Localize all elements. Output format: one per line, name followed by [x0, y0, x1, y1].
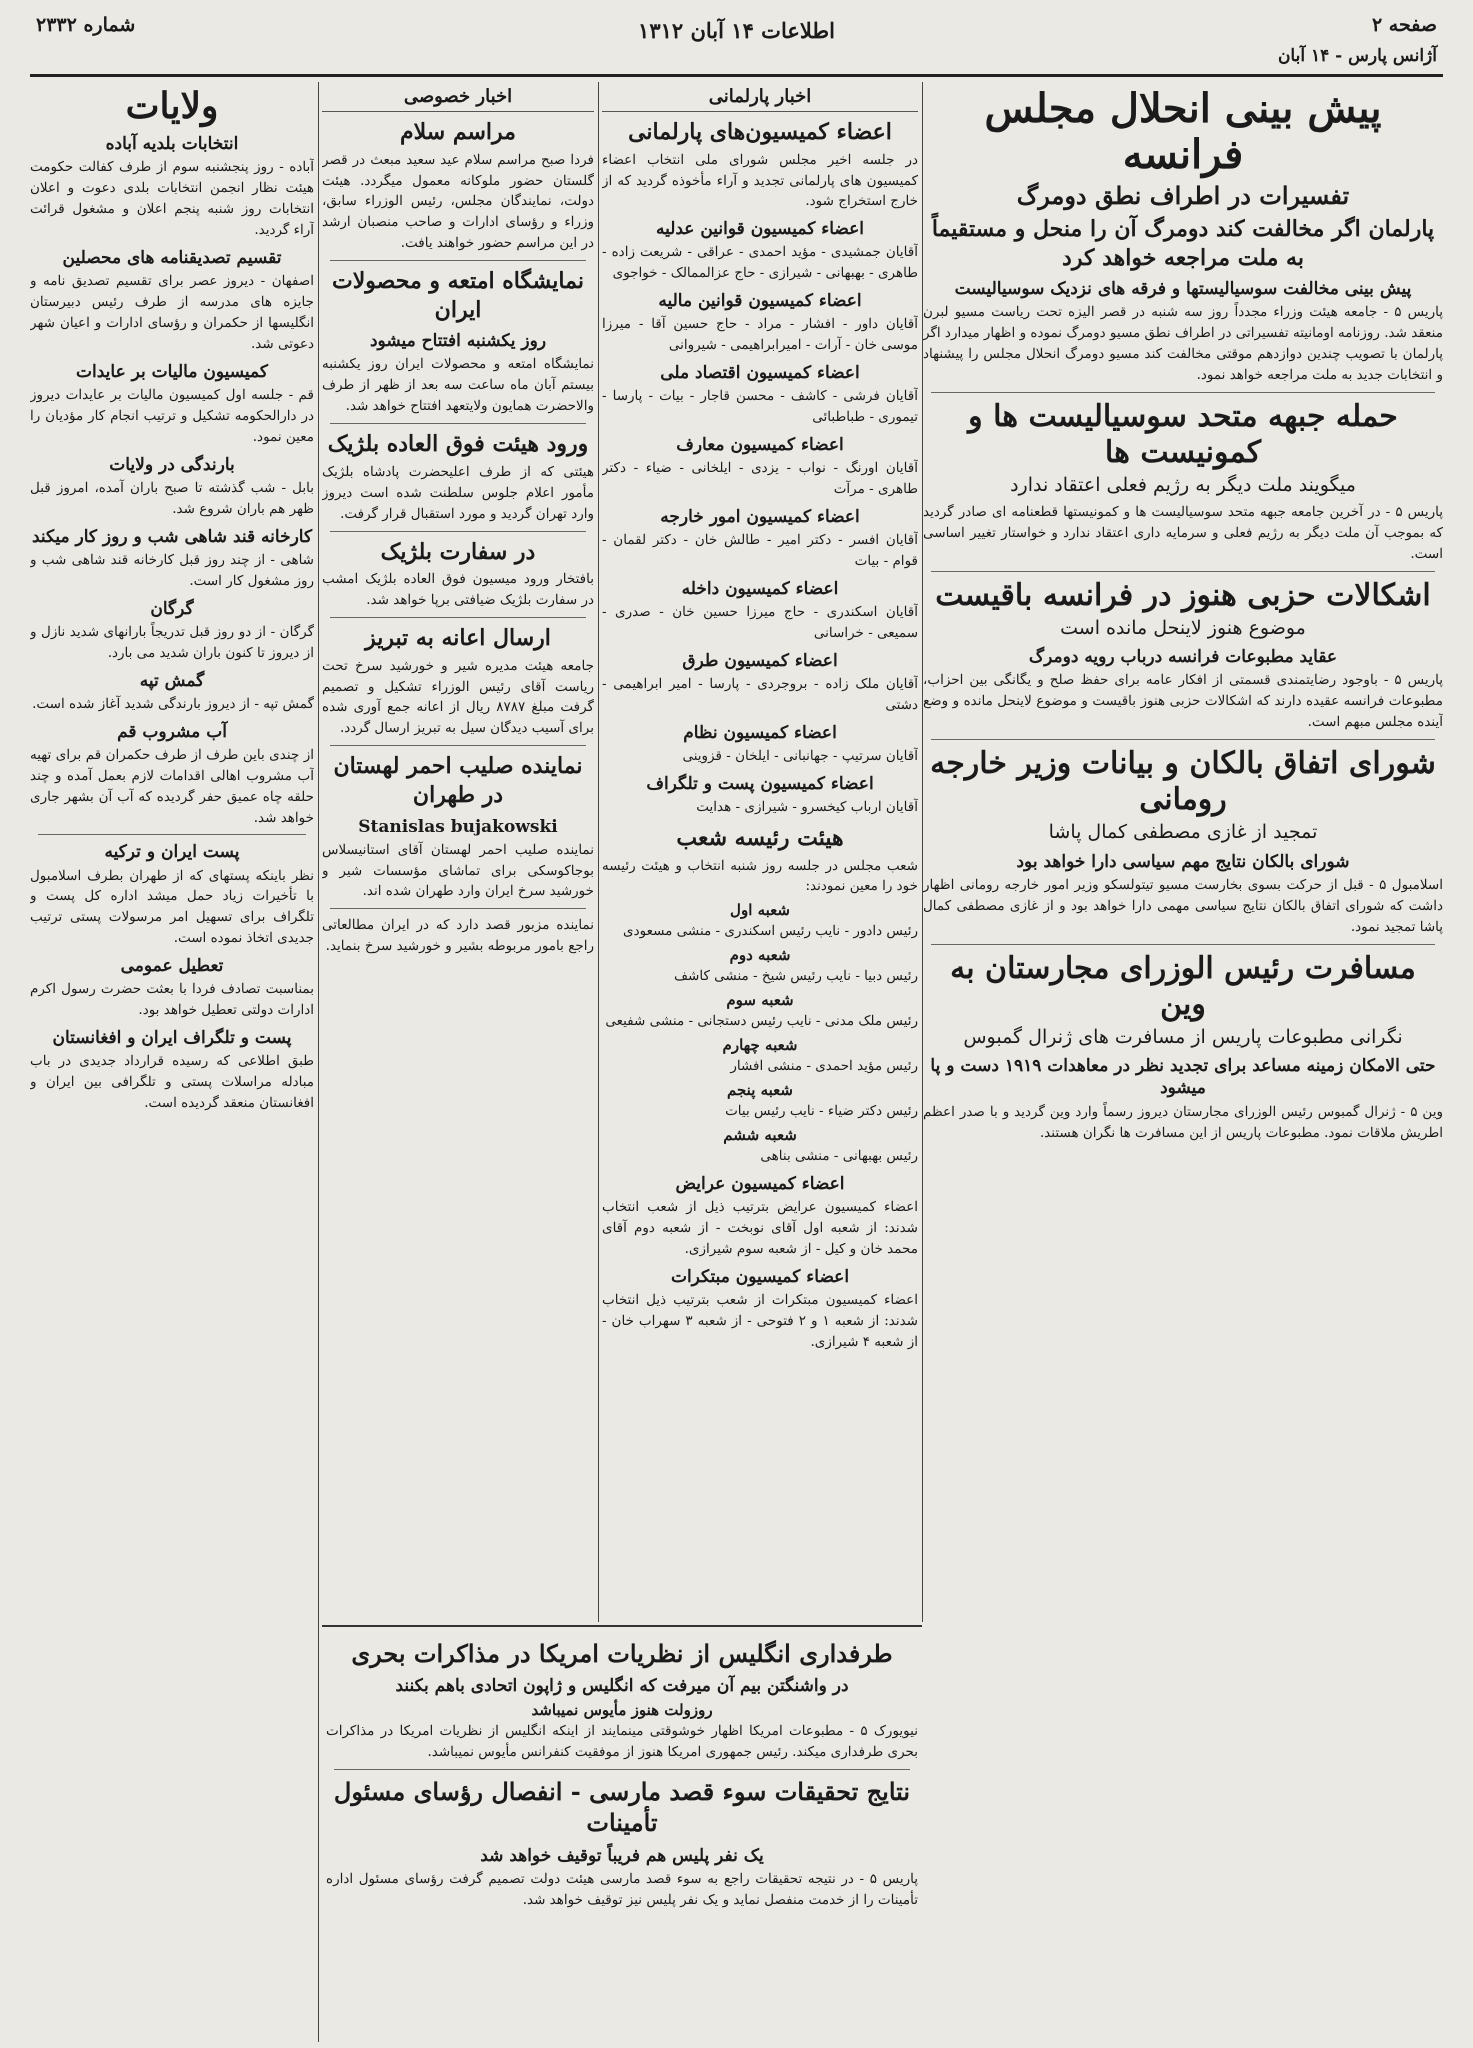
deck-roosevelt: روزولت هنوز مأیوس نمیباشد — [531, 1701, 713, 1720]
news-item-body: جامعه هیئت مدیره شیر و خورشید سرخ تحت ریاست آقای رئیس الوزراء تشکیل و تصمیم گرفت مبلغ ۸۷۸۷ ریال از اعانه جمع آوری شده برای آسیب دیدگان سیل به تبریز ارسال گردد. — [322, 657, 594, 737]
section-list — [602, 901, 918, 1167]
divider — [334, 1769, 910, 1770]
column-provinces — [30, 82, 314, 2032]
article-body: پاریس ۵ - در آخرین جامعه جبهه متحد سوسیالیست ها و کمونیستها قطعنامه ای صادر گردید که بموجب آن ملت دیگر به رژیم فعلی و سرمایه داری اعتقاد ندارد و خواستار تغییر اساسی است. — [923, 503, 1443, 562]
news-item-body: نمایشگاه امتعه و محصولات ایران روز یکشنبه بیستم آبان ماه ساعت سه بعد از ظهر از طرف والاحضرت همایون ولایتعهد افتتاح خواهد شد. — [322, 356, 594, 415]
province-item-body: شاهی - از چند روز قبل کارخانه قند شاهی شب و روز مشغول کار است. — [30, 551, 314, 589]
commission-members: آقایان فرشی - کاشف - محسن قاجار - بیات - پارسا - تیموری - طباطبائی — [602, 388, 918, 426]
province-item-title: انتخابات بلدیه آباده — [105, 134, 239, 155]
news-item-title: نمایشگاه امتعه و محصولات ایران — [332, 268, 584, 323]
section-members: رئیس دبیا - نایب رئیس شیخ - منشی کاشف — [674, 968, 918, 985]
heading-commissions: اعضاء کمیسیون‌های پارلمانی — [628, 119, 892, 145]
province-item-body: بابل - شب گذشته تا صبح باران آمده، امروز قبل ظهر هم باران شروع شد. — [30, 479, 314, 517]
province-item-title: گرگان — [150, 598, 194, 619]
divider — [931, 739, 1435, 740]
commission-list — [602, 218, 918, 818]
deck-gombos: نگرانی مطبوعات پاریس از مسافرت های ژنرال گمبوس — [963, 1025, 1403, 1048]
section-members: رئیس ملک مدنی - نایب رئیس دستجانی - منشی شفیعی — [605, 1013, 918, 1030]
masthead — [30, 10, 1443, 77]
news-item-body: نماینده صلیب احمر لهستان آقای استانیسلاس بوجاکوسکی برای تماشای مؤسسات شیر و خورشید سرخ ایران وارد طهران شده اند. — [322, 841, 594, 900]
province-item-body: از چندی باین طرف از طرف حکمران قم برای تهیه آب مشروب اهالی اقدامات لازم بعمل آمده و چند حلقه چاه عمیق حفر گردیده که آب آن بشهر جاری خواهد شد. — [30, 746, 314, 826]
deck-united-front: میگویند ملت دیگر به رژیم فعلی اعتقاد ندارد — [1010, 474, 1356, 497]
heading-post-turkey: پست ایران و ترکیه — [104, 842, 240, 863]
public-holiday-body: بمناسبت تصادف فردا با بعثت حضرت رسول اکرم ادارات دولتی تعطیل خواهد بود. — [30, 981, 314, 1019]
section-private-news: اخبار خصوصی — [322, 82, 594, 112]
news-item-body: بافتخار ورود میسیون فوق العاده بلژیک امشب در سفارت بلژیک ضیافتی برپا خواهد شد. — [322, 571, 594, 609]
commission-members: آقایان داور - افشار - مراد - حاج حسین آقا - میرزا موسی خان - آرات - امیرابراهیمی - شیروانی — [602, 316, 918, 354]
province-item-body: گرگان - از دو روز قبل تدریجاً بارانهای شدید نازل و از دیروز تا کنون باران شدید می بارد. — [30, 623, 314, 661]
section-title: شعبه ششم — [723, 1126, 797, 1144]
commission-title: اعضاء کمیسیون قوانین مالیه — [658, 291, 862, 312]
column-parliament — [602, 82, 918, 1607]
issue-date: اطلاعات ۱۴ آبان ۱۳۱۲ — [638, 18, 835, 43]
divider — [931, 944, 1435, 945]
commission-title: اعضاء کمیسیون معارف — [676, 435, 844, 456]
article-body: اسلامبول ۵ - قبل از حرکت بسوی بخارست مسیو تیتولسکو وزیر امور خارجه رومانی اظهار داشت که شورای اتفاق بالکان نتایج سیاسی مهمی دارا خواهد بود و از غازی مصطفی کمال پاشا تمجید نمود. — [923, 876, 1443, 935]
commission-title: اعضاء کمیسیون نظام — [683, 722, 837, 743]
news-item-title: در سفارت بلژیک — [380, 538, 536, 565]
headline-france-dissolution: پیش بینی انحلال مجلس فرانسه — [984, 85, 1382, 178]
news-item-body: هیئتی که از طرف اعلیحضرت پادشاه بلژیک مأمور اعلام جلوس سلطنت شده است دیروز وارد تهران گردید و مورد استقبال قرار گرفت. — [322, 463, 594, 522]
province-item-title: تقسیم تصدیقنامه های محصلین — [62, 248, 282, 269]
commission-members: آقایان جمشیدی - مؤید احمدی - عراقی - شریعت زاده - طاهری - بهبهانی - شیرازی - حاج عزالممالک - خواجوی — [602, 244, 918, 282]
section-rule — [322, 1625, 922, 1627]
news-item-title: ارسال اعانه به تبریز — [365, 625, 551, 652]
news-item-deck: روز یکشنبه افتتاح میشود — [369, 331, 547, 352]
deck-doumergue-speech: تفسیرات در اطراف نطق دومرگ — [1016, 181, 1350, 210]
news-item-title: ورود هیئت فوق العاده بلژیک — [327, 431, 589, 458]
heading-budget: اعضاء کمیسیون مبتکرات — [670, 1266, 850, 1287]
subhead-socialists: پیش بینی مخالفت سوسیالیستها و فرقه های نزدیک سوسیالیست — [954, 279, 1412, 300]
province-item-title: گمش تپه — [139, 670, 205, 691]
agency-line: آژانس پارس - ۱۴ آبان — [1277, 46, 1437, 66]
province-item-title: کمیسیون مالیات بر عایدات — [76, 361, 268, 382]
divider — [931, 571, 1435, 572]
article-body: نیویورک ۵ - مطبوعات امریکا اظهار خوشوقتی مینمایند از اینکه انگلیس از نظریات امریکا در مذاکرات بحری طرفداری میکند. رئیس جمهوری امریکا هنوز از موفقیت کنفرانس مأیوس نمیباشد. — [326, 1723, 918, 1761]
commission-title: اعضاء کمیسیون امور خارجه — [660, 507, 860, 528]
section-title: شعبه سوم — [726, 991, 794, 1010]
divider — [330, 908, 586, 909]
deck-party-difficulties: موضوع هنوز لاینحل مانده است — [1060, 616, 1306, 639]
commission-members: آقایان ارباب کیخسرو - شیرازی - هدایت — [696, 799, 918, 816]
headline-united-front: حمله جبهه متحد سوسیالیست ها و کمونیست ها — [968, 399, 1398, 471]
province-item-title: آب مشروب قم — [117, 721, 227, 742]
province-item-body: گمش تپه - از دیروز بارندگی شدید آغاز شده است. — [32, 695, 314, 712]
column-rule — [922, 82, 923, 1622]
divider — [330, 531, 586, 532]
news-item-title: نماینده صلیب احمر لهستان در طهران — [333, 753, 583, 808]
headline-hungary-pm: مسافرت رئیس الوزرای مجارستان به وین — [950, 950, 1416, 1022]
section-title: شعبه پنجم — [727, 1081, 793, 1100]
heading-public-holiday: تعطیل عمومی — [120, 956, 224, 977]
news-item-title: مراسم سلام — [400, 119, 516, 145]
commission-members: آقایان افسر - دکتر امیر - طالش خان - دکتر لقمان - قوام - بیات — [602, 532, 918, 570]
section-members: رئیس دادور - نایب رئیس اسکندری - منشی مسعودی — [623, 923, 918, 940]
deck-naval-talks: در واشنگتن بیم آن میرفت که انگلیس و ژاپون اتحادی باهم بکنند — [395, 1676, 849, 1697]
subhead-press-opinions: عقاید مطبوعات فرانسه درباب رویه دومرگ — [1028, 647, 1338, 668]
commission-members: آقایان سرتیپ - جهانبانی - ایلخان - قزوینی — [682, 748, 918, 765]
province-item-title: کارخانه قند شاهی شب و روز کار میکند — [31, 526, 313, 547]
headline-party-difficulties: اشکالات حزبی هنوز در فرانسه باقیست — [935, 577, 1431, 613]
section-members: رئیس مؤید احمدی - منشی افشار — [730, 1058, 918, 1075]
divider — [330, 617, 586, 618]
commission-title: اعضاء کمیسیون طرق — [682, 650, 838, 671]
section-title: شعبه دوم — [729, 946, 791, 965]
section-title: شعبه چهارم — [722, 1036, 798, 1055]
bottom-news — [326, 1632, 918, 2037]
commission-title: اعضاء کمیسیون پست و تلگراف — [646, 773, 874, 794]
issue-number: شماره ۲۳۳۲ — [36, 14, 136, 36]
news-item-deck: Stanislas bujakowski — [358, 816, 558, 837]
article-body: پاریس ۵ - در نتیجه تحقیقات راجع به سوء قصد مارسی هیئت دولت تصمیم گرفت رؤسای مسئول اداره تأمینات را از خدمت منفصل نماید و یک نفر پلیس نیز توقیف خواهد شد. — [326, 1870, 918, 1908]
post-afghanistan-body: طبق اطلاعی که رسیده قرارداد جدیدی در باب مبادله مراسلات پستی و تلگرافی بین ایران و افغانستان منعقد گردیده است. — [30, 1053, 314, 1112]
province-item-body: اصفهان - دیروز عصر برای تقسیم تصدیق نامه و جایزه های مدرسه از طرف رئیس دبیرستان انگلیسها از حکمران و رؤسای ادارات و اعیان شهر دعوتی شد. — [30, 273, 314, 353]
heading-petitions: اعضاء کمیسیون عرایض — [675, 1173, 845, 1194]
commission-title: اعضاء کمیسیون قوانین عدلیه — [655, 219, 865, 240]
article-body: پاریس ۵ - جامعه هیئت وزراء مجدداً روز سه شنبه در قصر الیزه تحت ریاست مسیو لبرن منعقد شد. روزنامه اومانیته تفسیراتی در اطراف نطق مسیو دومرگ نموده و اظهار میدارد اگر پارلمان با تصویب چندین دوازدهم موقتی مخالفت کند مسیو دومرگ انحلال مجلس را پیشنهاد و انتخابات جدید به ملت مراجعه خواهد نمود. — [923, 304, 1443, 384]
headline-balkan-council: شورای اتفاق بالکان و بیانات وزیر خارجه رومانی — [930, 746, 1436, 818]
commission-title: اعضاء کمیسیون اقتصاد ملی — [660, 363, 860, 384]
page-number: صفحه ۲ — [1371, 14, 1437, 36]
post-turkey-body: نظر باینکه پستهای که از طهران بطرف اسلامبول با تأخیرات زیاد حمل میشد اداره کل پست و تلگراف برای تسهیل امر مرسولات پستی ترتیب جدیدی اتخاذ نموده است. — [30, 867, 314, 947]
column-rule — [598, 82, 599, 1622]
column-private-news — [322, 82, 594, 1607]
deck-police-arrest: یک نفر پلیس هم فریباً توقیف خواهد شد — [480, 1845, 764, 1866]
subhead-treaties: حتی الامکان زمینه مساعد برای تجدید نظر در معاهدات ۱۹۱۹ دست و پا میشود — [930, 1056, 1436, 1099]
headline-naval-talks: طرفداری انگلیس از نظریات امریکا در مذاکرات بحری — [351, 1639, 893, 1668]
intro-text: در جلسه اخیر مجلس شورای ملی انتخاب اعضاء کمیسیون های پارلمانی تجدید و آراء مأخوذه گردید که از خارج استخراج شود. — [602, 151, 918, 210]
heading-bureau: هیئت رئیسه شعب — [676, 824, 844, 851]
section-members: رئیس بهبهانی - منشی بناهی — [760, 1148, 918, 1164]
heading-provinces: ولایات — [125, 85, 219, 127]
bureau-intro: شعب مجلس در جلسه روز شنبه انتخاب و هیئت رئیسه خود را معین نمودند: — [602, 857, 918, 895]
province-item-body: آباده - روز پنجشنبه سوم از طرف کفالت حکومت هیئت نظار انجمن انتخابات بلدی دعوت و اعلان انتخابات روز شنبه پنجم اعلان و مشغول قرائت آراء گردید. — [30, 159, 314, 239]
article-body: وین ۵ - ژنرال گمبوس رئیس الوزرای مجارستان دیروز رسماً وارد وین گردید و با صدر اعظم اطریش ملاقات نمود. مطبوعات پاریس از این مسافرت ها نگران هستند. — [923, 1103, 1443, 1141]
provinces-list — [30, 133, 314, 828]
petitions-body: اعضاء کمیسیون عرایض بترتیب ذیل از شعب انتخاب شدند: از شعبه اول آقای نوبخت - از شعبه دوم آقای محمد خان و کیل - از شعبه سوم شیرازی. — [602, 1199, 918, 1257]
divider — [330, 745, 586, 746]
subhead-balkan: شورای بالکان نتایج مهم سیاسی دارا خواهد بود — [1016, 851, 1350, 872]
private-news-list — [322, 118, 594, 909]
commission-members: آقایان ملک زاده - بروجردی - پارسا - امیر ابراهیمی - دشتی — [602, 676, 918, 713]
divider — [330, 423, 586, 424]
commission-members: آقایان اسکندری - حاج میرزا حسین خان - صدری - سمیعی - خراسانی — [602, 604, 918, 642]
news-item-body: فردا صبح مراسم سلام عید سعید مبعث در قصر گلستان حضور ملوکانه معمول میگردد. هیئت دولت، نمایندگان مجلس، رئیس الوزراء سابق، وزراء و رؤسای ادارات و صاحب منصبان ارشد در این مراسم حضور خواهند یافت. — [322, 151, 594, 252]
divider — [931, 392, 1435, 393]
divider — [38, 834, 306, 835]
headline-marseille-inquiry: نتایج تحقیقات سوء قصد مارسی - انفصال رؤسای مسئول تأمینات — [333, 1777, 911, 1838]
column-foreign-news — [923, 82, 1443, 1442]
closing-text: نماینده مزبور قصد دارد که در ایران مطالعاتی راجع بامور مربوطه بشیر و خورشید سرخ بنماید. — [322, 917, 594, 955]
budget-body: اعضاء کمیسیون مبتکرات از شعب بترتیب ذیل انتخاب شدند: از شعبه ۱ و ۲ فتوحی - از شعبه ۳ سهراب خان - از شعبه ۴ شیرازی. — [602, 1291, 918, 1350]
column-rule — [318, 82, 319, 2042]
heading-post-afghanistan: پست و تلگراف ایران و افغانستان — [52, 1028, 292, 1049]
divider — [330, 260, 586, 261]
commission-members: آقایان اورنگ - نواب - یزدی - ایلخانی - ضیاء - دکتر طاهری - مرآت — [602, 460, 918, 498]
province-item-title: بارندگی در ولایات — [109, 454, 235, 475]
commission-title: اعضاء کمیسیون داخله — [681, 579, 839, 600]
deck-parliament: پارلمان اگر مخالفت کند دومرگ آن را منحل و مستقیماً به ملت مراجعه خواهد کرد — [931, 216, 1435, 271]
section-title: شعبه اول — [730, 901, 790, 920]
article-body: پاریس ۵ - باوجود رضایتمندی قسمتی از افکار عامه برای حفظ صلح و یگانگی بین احزاب، مطبوعات فرانسه عقیده دارند که اشکالات حزبی هنوز باقیست و موضوع لاینحل مانده و وضع آینده مجلس مبهم است. — [923, 672, 1443, 731]
section-members: رئیس دکتر ضیاء - نایب رئیس بیات — [725, 1103, 918, 1120]
section-parliament: اخبار پارلمانی — [602, 82, 918, 112]
province-item-body: قم - جلسه اول کمیسیون مالیات بر عایدات دیروز در دارالحکومه تشکیل و ترتیب انجام کار مؤدیان را معین نمود. — [30, 387, 314, 445]
deck-ataturk: تمجید از غازی مصطفی کمال پاشا — [1048, 821, 1318, 844]
